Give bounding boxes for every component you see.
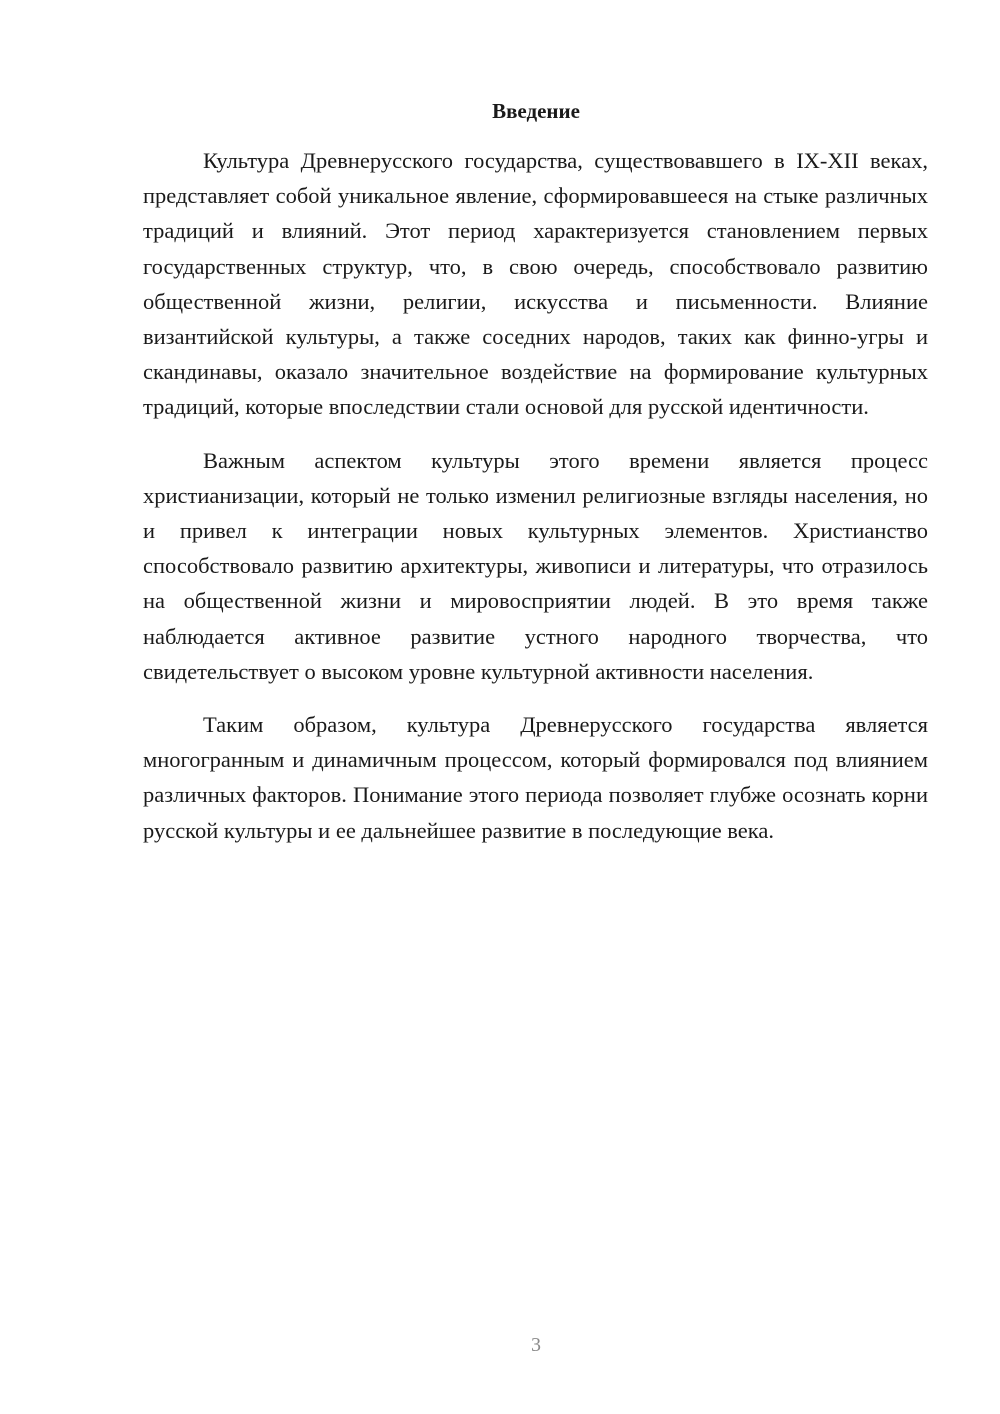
paragraph: Важным аспектом культуры этого времени является процесс христианизации, который не только изменил религиозные взгляды населения, но и привел к интеграции новых культурных элементов. Христианство способствовало развитию архитектуры, живописи и литературы, что отразилось на общественной жизни и мировосприятии людей. В это время также наблюдается активное развитие устного народного творчества, что свидетельствует о высоком уровне культурной активности населения.: [143, 447, 928, 684]
paragraph: Культура Древнерусского государства, существовавшего в IX-XII веках, представляет собой уникальное явление, сформировавшееся на стыке различных традиций и влияний. Этот период характеризуется становлением первых государственных структур, что, в свою очередь, способствовало развитию общественной жизни, религии, искусства и письменности. Влияние византийской культуры, а также соседних народов, таких как финно-угры и скандинавы, оказало значительное воздействие на формирование культурных традиций, которые впоследствии стали основой для русской идентичности.: [143, 148, 928, 420]
paragraph: Таким образом, культура Древнерусского государства является многогранным и динамичным процессом, который формировался под влиянием различных факторов. Понимание этого периода позволяет глубже осознать корни русской культуры и ее дальнейшее развитие в последующие века.: [143, 712, 928, 843]
body-text: [143, 143, 928, 866]
page-number: 3: [531, 1334, 541, 1356]
section-heading: Введение: [492, 99, 580, 123]
